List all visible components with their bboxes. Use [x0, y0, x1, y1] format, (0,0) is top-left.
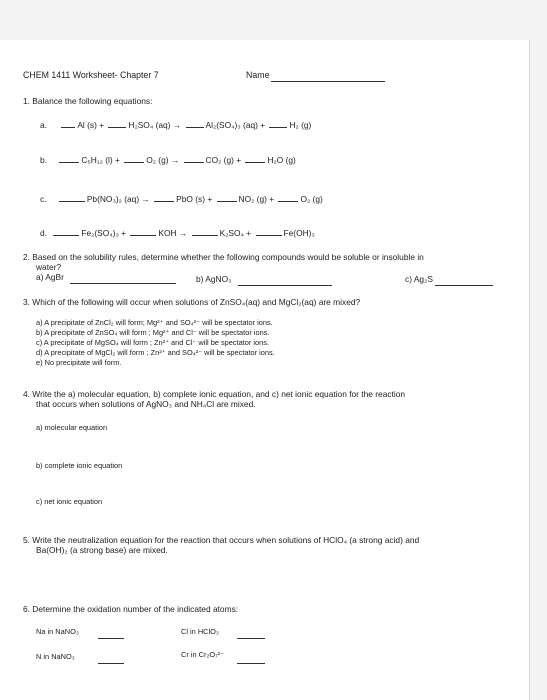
q1a-row [40, 120, 311, 130]
q1a-part-4: H₂ (g) [289, 120, 312, 130]
question-1-prompt: 1. Balance the following equations: [23, 96, 153, 106]
q1c-blank-1 [59, 194, 85, 202]
q1c-part-1: Pb(NO₃)₂ (aq) → [86, 194, 150, 204]
q1b-part-3: CO₂ (g) + [205, 155, 242, 165]
q1b-blank-4 [245, 155, 265, 163]
q6-answer-line-cr [237, 662, 265, 664]
q3-option-e: e) No precipitate will form. [36, 358, 122, 367]
q1b-blank-2 [124, 155, 144, 163]
q1d-part-3: K₂SO₄ + [219, 228, 252, 238]
worksheet-title: CHEM 1411 Worksheet- Chapter 7 [23, 70, 159, 80]
q3-option-c: c) A precipitate of MgSO₄ will form ; Zn²⁺ and Cl⁻ will be spectator ions. [36, 338, 270, 347]
q1d-part-4: Fe(OH)₃ [283, 228, 315, 238]
question-6-prompt: 6. Determine the oxidation number of the indicated atoms: [23, 604, 239, 614]
q1d-blank-2 [130, 228, 156, 236]
q1c-label: c. [40, 194, 47, 204]
question-2-prompt-line-2: water? [36, 262, 62, 272]
q1a-part-1: Al (s) + [77, 120, 105, 130]
q1d-blank-1 [53, 228, 79, 236]
q2-answer-line-b [238, 284, 332, 286]
q1d-part-2: KOH → [158, 228, 188, 238]
q2-answer-line-a [70, 282, 176, 284]
q3-option-a: a) A precipitate of ZnCl₂ will form; Mg²⁺ and SO₄²⁻ will be spectator ions. [36, 318, 273, 327]
q1b-blank-1 [59, 155, 79, 163]
q6-item-cr: Cr in Cr₂O₇²⁻ [181, 650, 224, 659]
question-5-prompt-line-2: Ba(OH)₂ (a strong base) are mixed. [36, 545, 168, 555]
q1b-blank-3 [184, 155, 204, 163]
q1d-blank-4 [256, 228, 282, 236]
q1d-blank-3 [192, 228, 218, 236]
q1c-part-3: NO₂ (g) + [238, 194, 275, 204]
q1a-blank-3 [186, 120, 204, 128]
question-4-prompt-line-2: that occurs when solutions of AgNO₃ and NH₄Cl are mixed. [36, 399, 256, 409]
q2-answer-line-c [435, 284, 493, 286]
q1a-label: a. [40, 120, 47, 130]
q1d-label: d. [40, 228, 47, 238]
q1b-part-1: C₅H₁₂ (l) + [81, 155, 120, 165]
question-5-prompt-line-1: 5. Write the neutralization equation for the reaction that occurs when solutions of HClO₄ (a strong acid) and [23, 535, 420, 545]
q1d-part-1: Fe₂(SO₄)₃ + [81, 228, 127, 238]
q1b-row [40, 155, 296, 165]
question-4-prompt-line-1: 4. Write the a) molecular equation, b) complete ionic equation, and c) net ionic equation for the reaction [23, 389, 406, 399]
name-label: Name [246, 70, 270, 80]
q1a-part-3: Al₂(SO₄)₃ (aq) + [205, 120, 266, 130]
q6-answer-line-na [98, 637, 124, 639]
worksheet-page [0, 40, 530, 700]
name-line [271, 80, 385, 82]
q1c-row [40, 194, 323, 204]
q1d-row [40, 228, 315, 238]
question-2-prompt-line-1: 2. Based on the solubility rules, determine whether the following compounds would be soluble or insoluble in [23, 252, 424, 262]
q1b-label: b. [40, 155, 47, 165]
q6-item-n: N in NaNO₃ [36, 652, 75, 661]
q4-part-b: b) complete ionic equation [36, 461, 123, 470]
q1b-part-2: O₂ (g) → [146, 155, 180, 165]
question-3-prompt: 3. Which of the following will occur when solutions of ZnSO₄(aq) and MgCl₂(aq) are mixed? [23, 297, 361, 307]
q6-answer-line-cl [237, 637, 265, 639]
q3-option-d: d) A precipitate of MgCl₂ will form ; Zn²⁺ and SO₄²⁻ will be spectator ions. [36, 348, 275, 357]
q1a-blank-1 [61, 120, 75, 128]
q1a-part-2: H₂SO₄ (aq) → [128, 120, 182, 130]
q6-item-na: Na in NaNO₃ [36, 627, 79, 636]
q1c-blank-3 [217, 194, 237, 202]
q4-part-a: a) molecular equation [36, 423, 108, 432]
q1b-part-4: H₂O (g) [267, 155, 296, 165]
q2-item-c: c) Ag₂S [405, 274, 433, 284]
q6-item-cl: Cl in HClO₃ [181, 627, 219, 636]
q3-option-b: b) A precipitate of ZnSO₄ will form ; Mg²⁺ and Cl⁻ will be spectator ions. [36, 328, 270, 337]
q1c-blank-4 [278, 194, 298, 202]
q1c-part-4: O₂ (g) [300, 194, 323, 204]
q2-item-b: b) AgNO₃ [196, 274, 232, 284]
q2-item-a: a) AgBr [36, 272, 64, 282]
q1a-blank-2 [108, 120, 126, 128]
q6-answer-line-n [98, 662, 124, 664]
q1a-blank-4 [269, 120, 287, 128]
q1c-blank-2 [154, 194, 174, 202]
q1c-part-2: PbO (s) + [176, 194, 213, 204]
q4-part-c: c) net ionic equation [36, 497, 103, 506]
